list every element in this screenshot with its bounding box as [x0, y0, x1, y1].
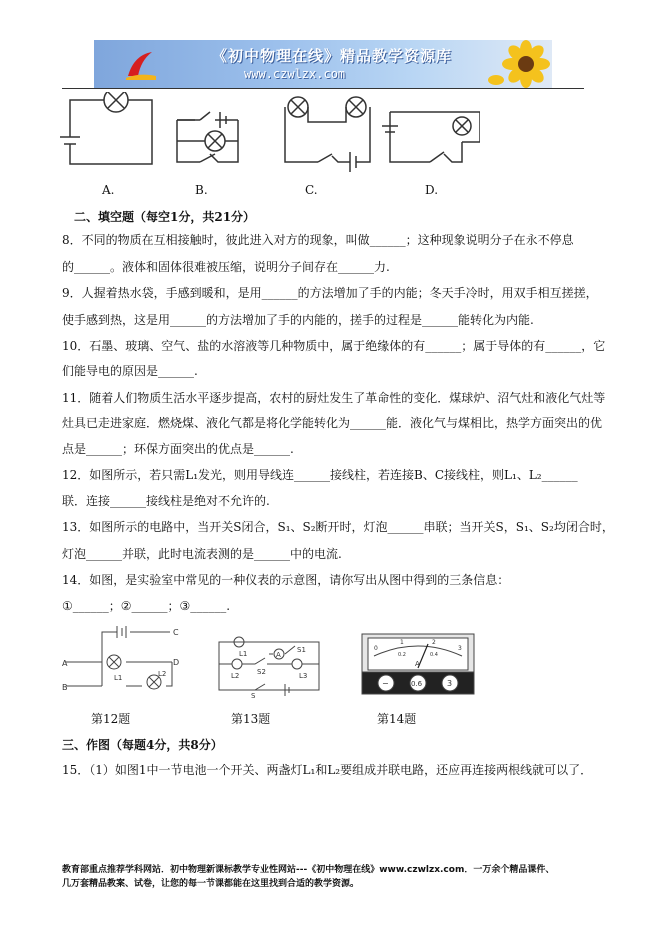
fig13-label-s: S	[251, 692, 256, 698]
circuit-c	[285, 97, 370, 172]
q15-line: 15．（1）如图1中一节电池一个开关、两盏灯L₁和L₂要组成并联电路，还应再连接两根线就可以了．	[62, 763, 593, 777]
fig12-label-l1: L1	[114, 674, 123, 682]
q11-line-1: 11．随着人们物质生活水平逐步提高，农村的厨灶发生了革命性的变化．煤球炉、沼气灶和液化气灶等	[62, 391, 606, 405]
q11-line-3: 点是______；环保方面突出的优点是______.	[62, 442, 294, 456]
footer-line-1: 教育部重点推荐学科网站．初中物理新课标教学专业性网站---《初中物理在线》www.czwlzx.com．一万余个精品课件、	[62, 865, 555, 875]
banner-url[interactable]: www.czwlzx.com	[244, 67, 346, 81]
q13-line-1: 13．如图所示的电路中，当开关S闭合，S₁、S₂断开时，灯泡______串联；当开关S，S₁、S₂均闭合时，	[62, 520, 614, 534]
figure-13-caption: 第13题	[231, 712, 271, 726]
fig14-term-3: 3	[447, 679, 453, 688]
q11-line-2: 灶具已走进家庭．燃烧煤、液化气都是将化学能转化为______能．液化气与煤相比，热学方面突出的优	[62, 416, 603, 430]
fig13-label-l2: L2	[231, 672, 240, 680]
fig13-label-s2: S2	[257, 668, 266, 676]
fig12-label-d: D	[173, 658, 180, 667]
q9-line-2: 使手感到热，这是用______的方法增加了手的内能的，搓手的过程是______能转化为内能.	[62, 313, 534, 327]
q9-line-1: 9．人握着热水袋，手感到暖和，是用______的方法增加了手的内能；冬天手冷时，用双手相互搓搓，	[62, 286, 598, 300]
option-circuits	[60, 92, 480, 172]
fig14-term-minus: −	[382, 679, 389, 688]
fig14-tick-0: 0	[374, 645, 378, 652]
circuit-a	[60, 92, 152, 164]
figure-12	[62, 620, 192, 700]
header-rule	[62, 88, 584, 89]
fig13-lamp-l3	[292, 659, 302, 669]
fig14-tick-1: 1	[400, 639, 404, 646]
q14-line-2: ①______；②______；③______.	[62, 599, 231, 613]
fig12-label-b: B	[62, 683, 68, 692]
option-c[interactable]: C.	[305, 183, 318, 197]
circuit-b	[177, 112, 238, 162]
header-banner	[94, 40, 552, 88]
fig13-label-s1: S1	[297, 646, 306, 654]
section-2-title: 二、填空题（每空1分，共21分）	[74, 210, 256, 224]
q10-line-1: 10．石墨、玻璃、空气、盐的水溶液等几种物质中，属于绝缘体的有______；属于导体的有______，它	[62, 339, 606, 353]
q10-line-2: 们能导电的原因是______.	[62, 364, 198, 378]
fig14-term-06: 0.6	[411, 680, 423, 688]
fig14-tick-02: 0.2	[398, 652, 406, 658]
q12-line-1: 12．如图所示，若只需L₁发光，则用导线连______接线柱，若连接B、C接线柱，则L₁、L₂______	[62, 468, 578, 482]
fig14-tick-3: 3	[458, 645, 462, 652]
section-3-title: 三、作图（每题4分，共8分）	[62, 738, 223, 752]
fig12-label-c: C	[173, 628, 179, 637]
option-a[interactable]: A.	[102, 183, 115, 197]
q8-line-1: 8．不同的物质在互相接触时，彼此进入对方的现象，叫做______；这种现象说明分子在永不停息	[62, 233, 574, 247]
fig12-label-l2: L2	[158, 670, 167, 678]
fig13-lamp-l2	[232, 659, 242, 669]
fig13-label-l3: L3	[299, 672, 308, 680]
q12-line-2: 联．连接______接线柱是绝对不允许的.	[62, 494, 270, 508]
q8-line-2: 的______。液体和固体很难被压缩，说明分子间存在______力.	[62, 260, 390, 274]
fig14-unit: A	[415, 660, 420, 668]
figure-14-caption: 第14题	[377, 712, 417, 726]
q13-line-2: 灯泡______并联，此时电流表测的是______中的电流.	[62, 547, 342, 561]
sunflower-icon	[486, 40, 552, 88]
figure-13	[215, 632, 333, 698]
site-logo-icon	[122, 46, 158, 82]
q14-line-1: 14．如图，是实验室中常见的一种仪表的示意图，请你写出从图中得到的三条信息：	[62, 573, 510, 587]
option-d[interactable]: D.	[425, 183, 439, 197]
footer-line-2: 几万套精品教案、试卷，让您的每一节课都能在这里找到合适的教学资源。	[62, 879, 360, 889]
fig13-meter-label: A	[276, 651, 281, 659]
figure-12-caption: 第12题	[91, 712, 131, 726]
fig12-label-a: A	[62, 659, 68, 668]
figure-14	[360, 630, 476, 696]
fig14-tick-04: 0.4	[430, 652, 438, 658]
fig13-label-l1: L1	[239, 650, 248, 658]
circuit-d	[382, 112, 480, 162]
option-b[interactable]: B.	[195, 183, 208, 197]
circuit-a-lamp	[104, 92, 128, 112]
banner-title: 《初中物理在线》精品教学资源库	[212, 47, 453, 65]
fig14-tick-2: 2	[432, 639, 436, 646]
